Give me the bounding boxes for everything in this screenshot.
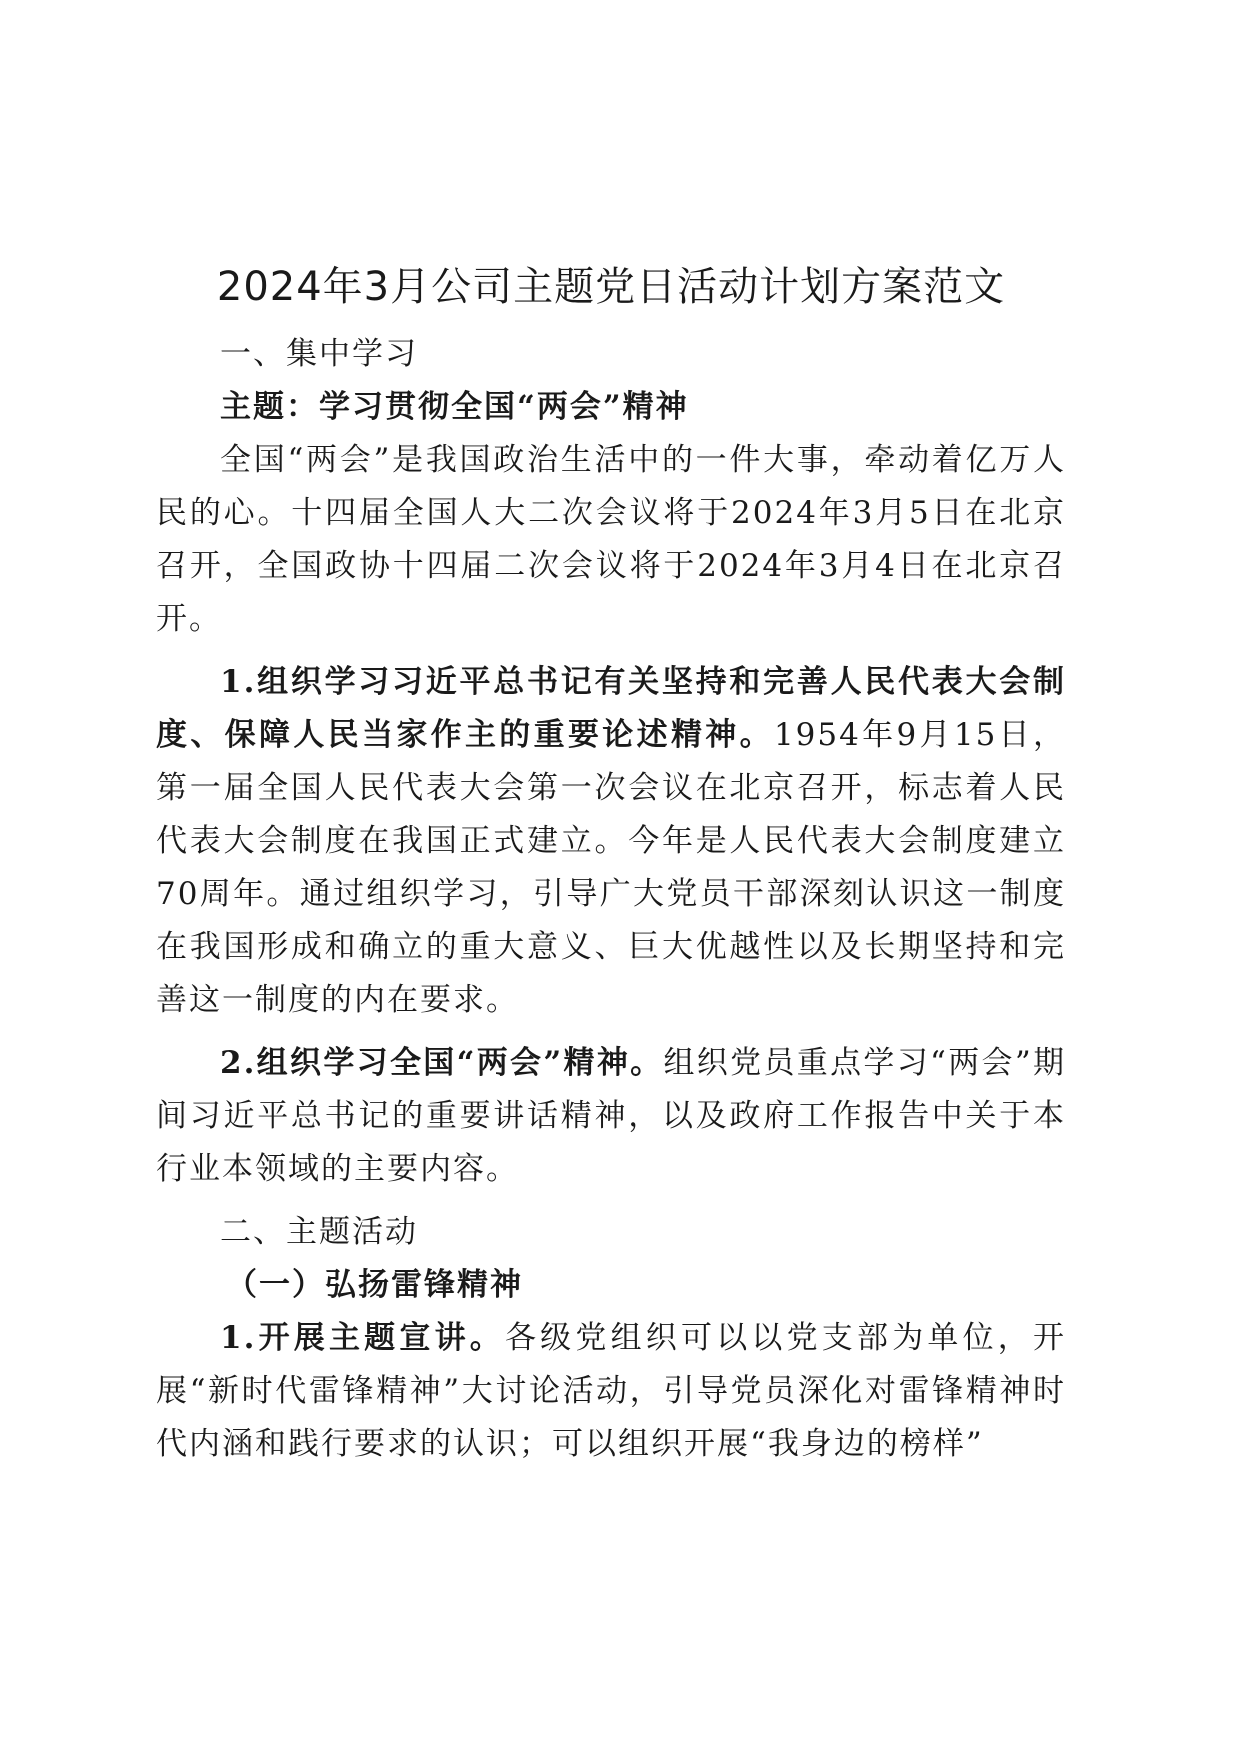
section1-item1-lead: 1.组织学习习近平总书记有关坚持和完善人民代表大会制度、保障人民当家作主的重要论述精神。 <box>156 664 1066 753</box>
section1-item1 <box>156 656 1066 1027</box>
section2-subheading: （一）弘扬雷锋精神 <box>226 1267 523 1303</box>
page-title: 2024年3月公司主题党日活动计划方案范文 <box>216 264 1006 310</box>
section2-item1-body: 各级党组织可以以党支部为单位，开展“新时代雷锋精神”大讨论活动，引导党员深化对雷锋精神时代内涵和践行要求的认识；可以组织开展“我身边的榜样” <box>156 1320 1066 1462</box>
section2-item1-lead: 1.开展主题宣讲。 <box>220 1320 505 1356</box>
section1-intro: 全国“两会”是我国政治生活中的一件大事，牵动着亿万人民的心。十四届全国人大二次会议将于2024年3月5日在北京召开，全国政协十四届二次会议将于2024年3月4日在北京召开。 <box>156 442 1066 637</box>
section1-item2-lead: 2.组织学习全国“两会”精神。 <box>220 1045 664 1081</box>
section2-item1 <box>156 1312 1066 1471</box>
document-content <box>156 258 1066 1471</box>
section2-heading: 二、主题活动 <box>220 1214 418 1250</box>
section1-item2-body: 组织党员重点学习“两会”期间习近平总书记的重要讲话精神，以及政府工作报告中关于本行业本领域的主要内容。 <box>156 1045 1066 1187</box>
section1-heading: 一、集中学习 <box>220 336 418 372</box>
section1-item2 <box>156 1037 1066 1196</box>
section1-item1-body: 1954年9月15日，第一届全国人民代表大会第一次会议在北京召开，标志着人民代表大会制度在我国正式建立。今年是人民代表大会制度建立70周年。通过组织学习，引导广大党员干部深刻认识这一制度在我国形成和确立的重大意义、巨大优越性以及长期坚持和完善这一制度的内在要求。 <box>156 717 1066 1018</box>
section1-theme: 主题：学习贯彻全国“两会”精神 <box>220 389 689 425</box>
